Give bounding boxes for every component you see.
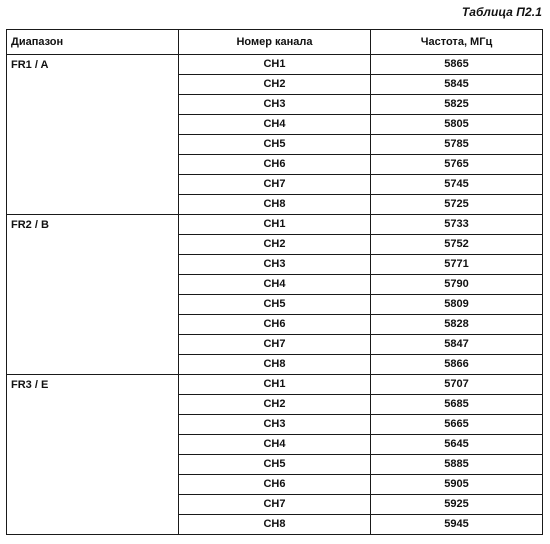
channel-cell: CH6 — [179, 315, 371, 335]
frequency-cell: 5905 — [371, 475, 543, 495]
frequency-cell: 5752 — [371, 235, 543, 255]
channel-cell: CH4 — [179, 435, 371, 455]
frequency-cell: 5828 — [371, 315, 543, 335]
range-cell: FR1 / A — [7, 55, 179, 215]
channel-cell: CH1 — [179, 375, 371, 395]
frequency-cell: 5645 — [371, 435, 543, 455]
channel-cell: CH2 — [179, 75, 371, 95]
header-channel: Номер канала — [179, 30, 371, 55]
range-cell: FR2 / B — [7, 215, 179, 375]
channel-cell: CH2 — [179, 235, 371, 255]
channel-cell: CH3 — [179, 415, 371, 435]
channel-cell: CH6 — [179, 155, 371, 175]
channel-cell: CH2 — [179, 395, 371, 415]
table-caption: Таблица П2.1 — [461, 5, 542, 19]
channel-cell: CH5 — [179, 455, 371, 475]
frequency-cell: 5685 — [371, 395, 543, 415]
frequency-cell: 5809 — [371, 295, 543, 315]
channel-cell: CH1 — [179, 215, 371, 235]
header-frequency: Частота, МГц — [371, 30, 543, 55]
header-range: Диапазон — [7, 30, 179, 55]
channel-cell: CH7 — [179, 495, 371, 515]
frequency-cell: 5825 — [371, 95, 543, 115]
frequency-cell: 5790 — [371, 275, 543, 295]
range-cell: FR3 / E — [7, 375, 179, 535]
header-row — [7, 30, 543, 55]
frequency-cell: 5707 — [371, 375, 543, 395]
frequency-cell: 5665 — [371, 415, 543, 435]
channel-cell: CH4 — [179, 115, 371, 135]
table-header — [7, 30, 543, 55]
channel-cell: CH3 — [179, 95, 371, 115]
frequency-cell: 5733 — [371, 215, 543, 235]
frequency-cell: 5925 — [371, 495, 543, 515]
frequency-cell: 5765 — [371, 155, 543, 175]
frequency-cell: 5785 — [371, 135, 543, 155]
frequency-cell: 5866 — [371, 355, 543, 375]
channel-cell: CH7 — [179, 335, 371, 355]
frequency-cell: 5845 — [371, 75, 543, 95]
frequency-table — [6, 29, 543, 535]
frequency-cell: 5847 — [371, 335, 543, 355]
channel-cell: CH4 — [179, 275, 371, 295]
channel-cell: CH3 — [179, 255, 371, 275]
table-row — [7, 215, 543, 235]
channel-cell: CH5 — [179, 295, 371, 315]
frequency-cell: 5865 — [371, 55, 543, 75]
channel-cell: CH6 — [179, 475, 371, 495]
channel-cell: CH5 — [179, 135, 371, 155]
table-row — [7, 55, 543, 75]
table-body — [7, 55, 543, 535]
channel-cell: CH7 — [179, 175, 371, 195]
channel-cell: CH8 — [179, 195, 371, 215]
channel-cell: CH8 — [179, 355, 371, 375]
channel-cell: CH1 — [179, 55, 371, 75]
frequency-cell: 5771 — [371, 255, 543, 275]
frequency-cell: 5885 — [371, 455, 543, 475]
frequency-cell: 5725 — [371, 195, 543, 215]
frequency-cell: 5945 — [371, 515, 543, 535]
frequency-cell: 5745 — [371, 175, 543, 195]
frequency-cell: 5805 — [371, 115, 543, 135]
table-row — [7, 375, 543, 395]
channel-cell: CH8 — [179, 515, 371, 535]
